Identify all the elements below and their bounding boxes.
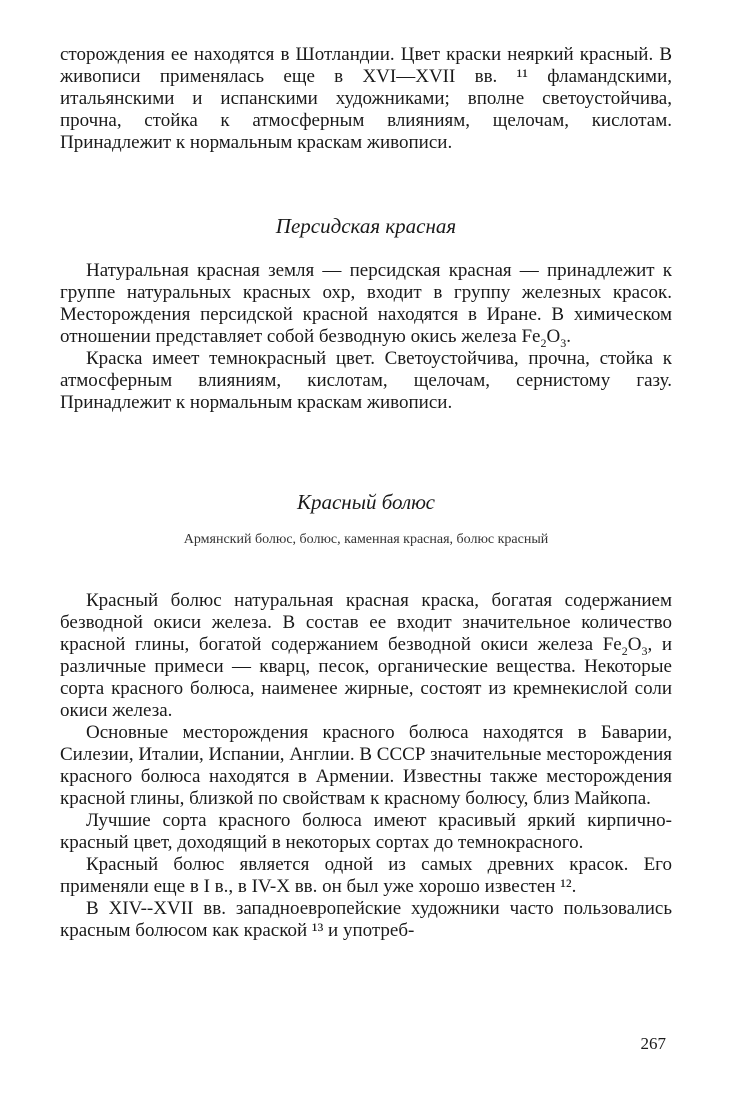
persian-paragraph-2: Краска имеет темнокрасный цвет. Светоустойчива, прочна, стойка к атмосферным влияниям, кислотам, щелочам, сернистому газу. Принадлежит к нормальным краскам живописи. [60,348,672,413]
bolus-paragraph-3: Лучшие сорта красного болюса имеют красивый яркий кирпично-красный цвет, доходящий в некоторых сортах до темнокрасного. [60,810,672,853]
bolus-paragraph-4: Красный болюс является одной из самых древних красок. Его применяли еще в I в., в IV-X вв. он был уже хорошо известен ¹². [60,854,672,897]
bolus-paragraph-1: Красный болюс натуральная красная краска, богатая содержанием безводной окиси железа. В состав ее входит значительное количество красной глины, богатой содержанием безводной окиси железа $Fe_2O_3$, и различные примеси — кварц, песок, органические вещества. Некоторые сорта красного болюса, наименее жирные, состоят из кремнекислой соли окиси железа. [60,590,672,721]
page-number: 267 [640,1034,666,1053]
persian-red-section [60,260,672,414]
bolus-paragraph-5: В XIV--XVII вв. западноевропейские художники часто пользовались красным болюсом как краской ¹³ и употреб- [60,898,672,941]
section-heading-red-bolus: Красный болюс [297,490,435,514]
section-subheading-synonyms: Армянский болюс, болюс, каменная красная, болюс красный [183,532,549,547]
red-bolus-section [60,590,672,942]
intro-paragraph: сторождения ее находятся в Шотландии. Цвет краски неяркий красный. В живописи применялась еще в XVI—XVII вв. ¹¹ фламандскими, итальянскими и испанскими художниками; вполне светоустойчива, прочна, стойка к атмосферным влияниям, щелочам, кислотам. Принадлежит к нормальным краскам живописи. [60,44,672,153]
persian-paragraph-1: Натуральная красная земля — персидская красная — принадлежит к группе натуральных красных охр, входит в группу железных красок. Месторождения персидской красной находятся в Иране. В химическом отношении представляет собой безводную окись железа $Fe_2O_3$. [60,260,672,350]
section-heading-persian-red: Персидская красная [275,214,457,238]
bolus-paragraph-2: Основные месторождения красного болюса находятся в Баварии, Силезии, Италии, Испании, Англии. В СССР значительные месторождения красного болюса находятся в Армении. Известны также месторождения красной глины, близкой по свойствам к красному болюсу, близ Майкопа. [60,722,672,809]
